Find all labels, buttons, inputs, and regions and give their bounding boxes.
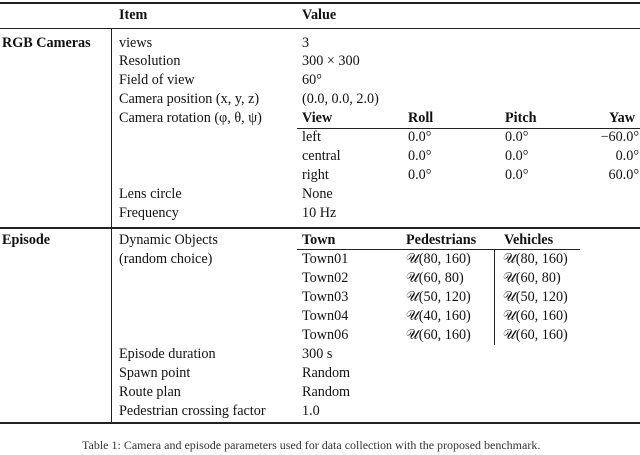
section-episode: Episode: [2, 232, 51, 248]
section-divider-rgb: [111, 28, 112, 228]
town-pedestrians-2: 𝒰(60, 80): [406, 270, 464, 286]
rotation-view-central: central: [302, 148, 341, 164]
value-resolution: 300 × 300: [302, 53, 360, 69]
rotation-yaw-right: 60.0°: [608, 167, 639, 183]
town-vehicles-1: 𝒰(80, 160): [503, 251, 568, 267]
rotation-roll-central: 0.0°: [408, 148, 432, 164]
item-views: views: [119, 35, 153, 51]
rotation-yaw-central: 0.0°: [615, 148, 639, 164]
town-pedestrians-3: 𝒰(50, 120): [406, 289, 471, 305]
rotation-view-left: left: [302, 129, 321, 145]
town-name-4: Town04: [302, 308, 349, 324]
item-dynamic-objects-note: (random choice): [119, 251, 213, 267]
value-frequency: 10 Hz: [302, 205, 337, 221]
item-frequency: Frequency: [119, 205, 179, 221]
item-pedestrian-crossing-factor: Pedestrian crossing factor: [119, 403, 266, 419]
town-vehicles-3: 𝒰(50, 120): [503, 289, 568, 305]
section-rgb-cameras: RGB Cameras: [2, 35, 91, 51]
item-field-of-view: Field of view: [119, 72, 195, 88]
rotation-subtable-rule: [297, 128, 640, 129]
rotation-header-roll: Roll: [408, 110, 434, 126]
town-vehicles-4: 𝒰(60, 160): [503, 308, 568, 324]
section-rule: [0, 227, 640, 229]
town-pedestrians-4: 𝒰(40, 160): [406, 308, 471, 324]
value-field-of-view: 60°: [302, 72, 322, 88]
header-item: Item: [119, 7, 148, 23]
town-header-pedestrians: Pedestrians: [406, 232, 477, 248]
item-episode-duration: Episode duration: [119, 346, 216, 362]
bottom-rule: [0, 422, 640, 424]
town-vehicles-2: 𝒰(60, 80): [503, 270, 561, 286]
rotation-pitch-right: 0.0°: [505, 167, 529, 183]
item-route-plan: Route plan: [119, 384, 181, 400]
rotation-roll-left: 0.0°: [408, 129, 432, 145]
item-camera-rotation: Camera rotation (φ, θ, ψ): [119, 110, 262, 126]
rotation-roll-right: 0.0°: [408, 167, 432, 183]
town-pedestrians-5: 𝒰(60, 160): [406, 327, 471, 343]
town-header-town: Town: [302, 232, 336, 248]
item-lens-circle: Lens circle: [119, 186, 182, 202]
value-views: 3: [302, 35, 310, 51]
town-name-5: Town06: [302, 327, 349, 343]
rotation-pitch-left: 0.0°: [505, 129, 529, 145]
town-name-3: Town03: [302, 289, 349, 305]
rotation-header-pitch: Pitch: [505, 110, 537, 126]
header-value: Value: [302, 7, 337, 23]
item-spawn-point: Spawn point: [119, 365, 191, 381]
table-caption: Table 1: Camera and episode parameters used for data collection with the proposed benchmark.: [82, 438, 541, 452]
rotation-yaw-left: −60.0°: [600, 129, 639, 145]
item-dynamic-objects: Dynamic Objects: [119, 232, 218, 248]
town-pedestrians-1: 𝒰(80, 160): [406, 251, 471, 267]
top-rule: [0, 2, 640, 4]
town-subtable-divider: [494, 249, 495, 345]
town-name-1: Town01: [302, 251, 349, 267]
value-pedestrian-crossing-factor: 1.0: [302, 403, 320, 419]
rotation-view-right: right: [302, 167, 329, 183]
value-route-plan: Random: [302, 384, 351, 400]
town-vehicles-5: 𝒰(60, 160): [503, 327, 568, 343]
town-name-2: Town02: [302, 270, 349, 286]
rotation-header-view: View: [302, 110, 333, 126]
town-header-vehicles: Vehicles: [504, 232, 554, 248]
value-camera-position: (0.0, 0.0, 2.0): [302, 91, 379, 107]
value-episode-duration: 300 s: [302, 346, 333, 362]
value-lens-circle: None: [302, 186, 333, 202]
header-rule: [0, 28, 640, 29]
rotation-pitch-central: 0.0°: [505, 148, 529, 164]
value-spawn-point: Random: [302, 365, 351, 381]
item-camera-position: Camera position (x, y, z): [119, 91, 260, 107]
section-divider-episode: [111, 228, 112, 422]
rotation-header-yaw: Yaw: [609, 110, 636, 126]
item-resolution: Resolution: [119, 53, 181, 69]
